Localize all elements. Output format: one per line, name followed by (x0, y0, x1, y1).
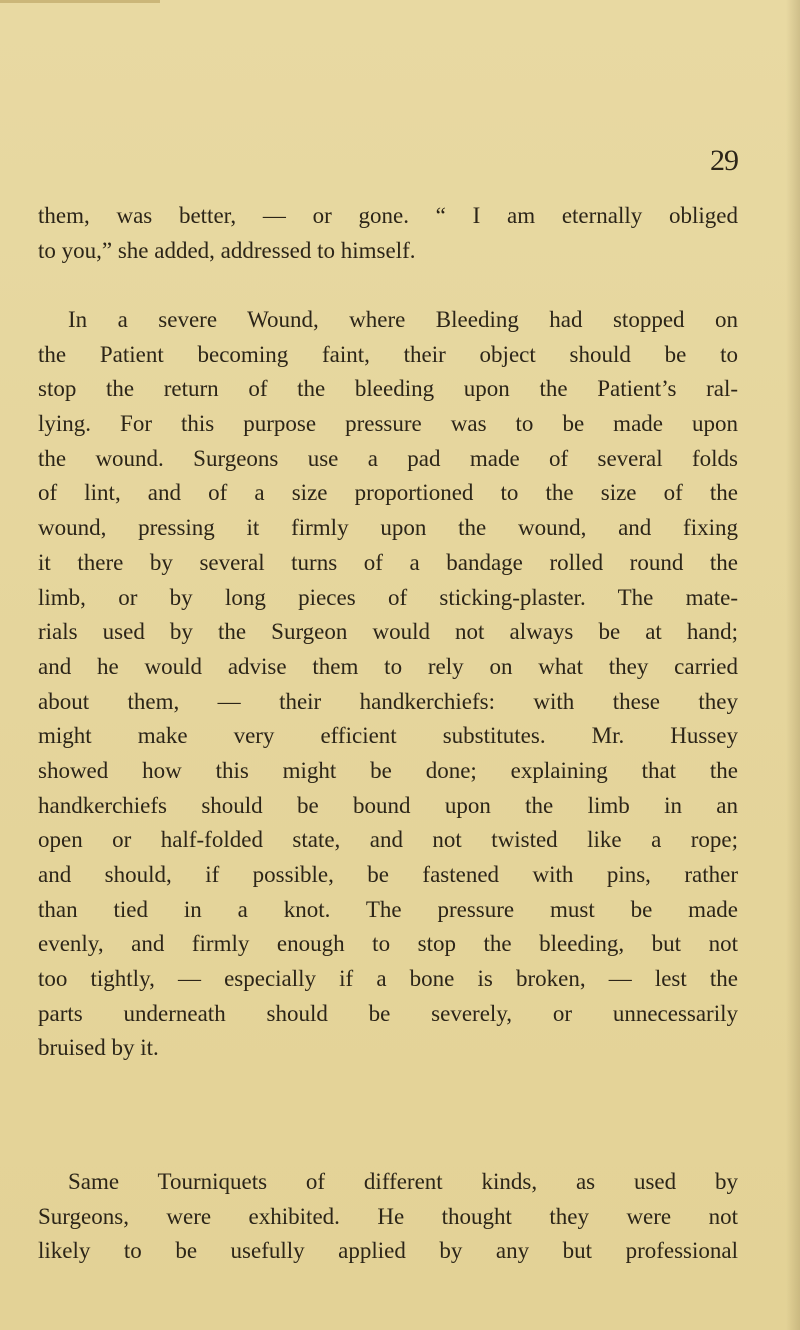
text-line: and should, if possible, be fastened with pins, rather (38, 862, 738, 887)
text-line: it there by several turns of a bandage rolled round the (38, 549, 738, 575)
text-line: showed how this might be done; explaining that the (38, 757, 738, 783)
text-line: to you,” she added, addressed to himself. (38, 237, 416, 263)
text-line: stop the return of the bleeding upon the Patient’s ral- (38, 376, 738, 402)
text-line: open or half-folded state, and not twisted like a rope; (38, 827, 738, 853)
text-line: the Patient becoming faint, their object should be to (38, 341, 738, 367)
text-line: might make very efficient substitutes. Mr. Hussey (38, 723, 738, 749)
text-line: likely to be usefully applied by any but professional (38, 1238, 738, 1264)
text-line: lying. For this purpose pressure was to be made upon (38, 411, 738, 437)
text-line: of lint, and of a size proportioned to the size of the (38, 480, 738, 506)
page-number: 29 (710, 144, 738, 177)
text-line: about them, — their handkerchiefs: with these they (38, 688, 738, 714)
paragraph-3 (38, 1165, 738, 1269)
text-line: and he would advise them to rely on what they carried (38, 653, 738, 679)
text-line: In a severe Wound, where Bleeding had stopped on (68, 307, 738, 332)
text-line: evenly, and firmly enough to stop the bleeding, but not (38, 931, 738, 957)
page-edge-top (0, 0, 160, 3)
paragraph-2 (38, 303, 738, 1066)
paragraph-1 (38, 199, 738, 268)
text-line: bruised by it. (38, 1035, 159, 1061)
text-line: rials used by the Surgeon would not always be at hand; (38, 619, 738, 645)
text-line: handkerchiefs should be bound upon the limb in an (38, 792, 738, 818)
text-line: them, was better, — or gone. “ I am eternally obliged (38, 203, 738, 228)
text-line: than tied in a knot. The pressure must be made (38, 896, 738, 922)
text-line: parts underneath should be severely, or unnecessarily (38, 1000, 738, 1026)
text-line: limb, or by long pieces of sticking-plaster. The mate- (38, 584, 738, 610)
page-edge-right (786, 0, 800, 1330)
text-line: Same Tourniquets of different kinds, as used by (68, 1169, 738, 1194)
text-line: the wound. Surgeons use a pad made of several folds (38, 445, 738, 471)
text-line: Surgeons, were exhibited. He thought they were not (38, 1203, 738, 1229)
text-line: wound, pressing it firmly upon the wound, and fixing (38, 515, 738, 541)
text-line: too tightly, — especially if a bone is broken, — lest the (38, 966, 738, 992)
